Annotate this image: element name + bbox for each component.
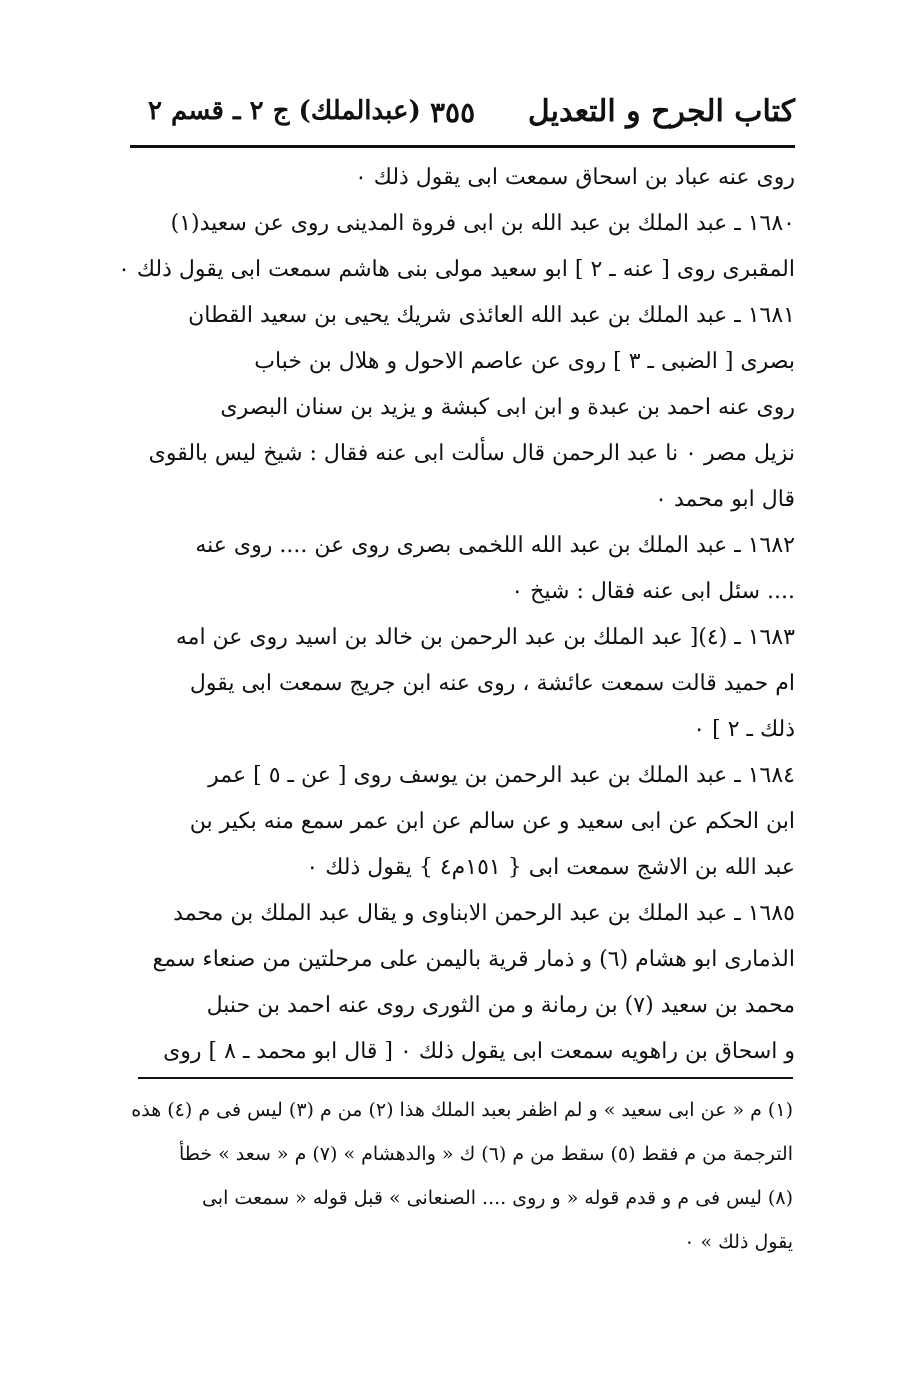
text-line: ابن الحكم عن ابى سعيد و عن سالم عن ابن عمر سمع منه بكير بن: [189, 809, 795, 834]
text-line: ذلك ـ ٢ ] ٠: [693, 717, 795, 742]
text-line: روى عنه عباد بن اسحاق سمعت ابى يقول ذلك ٠: [354, 165, 795, 190]
text-line: روى عنه احمد بن عبدة و ابن ابى كبشة و يزيد بن سنان البصرى: [220, 395, 795, 420]
text-line: المقبرى روى [ عنه ـ ٢ ] ابو سعيد مولى بنى هاشم سمعت ابى يقول ذلك ٠: [118, 257, 795, 282]
footnote-line: (٨) ليس فى م و قدم قوله « و روى .... الصنعانى » قبل قوله « سمعت ابى: [201, 1187, 793, 1209]
text-line: ١٦٨٥ ـ عبد الملك بن عبد الرحمن الابناوى و يقال عبد الملك بن محمد: [173, 901, 795, 926]
text-line: ام حميد قالت سمعت عائشة ، روى عنه ابن جريج سمعت ابى يقول: [189, 671, 795, 696]
page-header: [130, 82, 795, 142]
text-line: و اسحاق بن راهويه سمعت ابى يقول ذلك ٠ [ قال ابو محمد ـ ٨ ] روى: [163, 1039, 795, 1064]
text-line: ١٦٨٠ ـ عبد الملك بن عبد الله بن ابى فروة المدينى روى عن سعيد(١): [170, 211, 795, 236]
text-line: عبد الله بن الاشج سمعت ابى { ١٥١م٤ } يقول ذلك ٠: [306, 855, 795, 880]
text-line: ١٦٨٢ ـ عبد الملك بن عبد الله اللخمى بصرى روى عن .... روى عنه: [195, 533, 795, 558]
footnote-rule: [138, 1077, 793, 1079]
text-line: ١٦٨١ ـ عبد الملك بن عبد الله العائذى شريك يحيى بن سعيد القطان: [188, 303, 795, 328]
text-line: .... سئل ابى عنه فقال : شيخ ٠: [511, 579, 795, 604]
book-title: كتاب الجرح و التعديل: [527, 94, 795, 129]
header-rule: [130, 145, 795, 148]
text-line: الذمارى ابو هشام (٦) و ذمار قرية باليمن على مرحلتين من صنعاء سمع: [152, 947, 795, 972]
text-line: بصرى [ الضبى ـ ٣ ] روى عن عاصم الاحول و هلال بن خباب: [254, 349, 795, 374]
text-line: ١٦٨٤ ـ عبد الملك بن عبد الرحمن بن يوسف روى [ عن ـ ٥ ] عمر: [208, 763, 795, 788]
text-line: نزيل مصر ٠ نا عبد الرحمن قال سألت ابى عنه فقال : شيخ ليس بالقوى: [148, 441, 795, 466]
page-number: ٣٥٥: [430, 96, 476, 129]
section-label: (عبدالملك) ج ٢ ـ قسم ٢: [148, 96, 421, 126]
footnote-line: الترجمة من م فقط (٥) سقط من م (٦) ك « والدهشام » (٧) م « سعد » خطأ: [178, 1143, 793, 1165]
text-line: ١٦٨٣ ـ (٤)[ عبد الملك بن عبد الرحمن بن خالد بن اسيد روى عن امه: [175, 625, 795, 650]
text-line: قال ابو محمد ٠: [655, 487, 795, 512]
text-line: محمد بن سعيد (٧) بن رمانة و من الثورى روى عنه احمد بن حنبل: [206, 993, 795, 1018]
footnotes: [131, 1088, 793, 1264]
footnote-line: يقول ذلك » ٠: [684, 1231, 793, 1253]
main-text: [118, 155, 795, 1075]
footnote-line: (١) م « عن ابى سعيد » و لم اظفر بعبد الملك هذا (٢) من م (٣) ليس فى م (٤) هذه: [131, 1099, 793, 1121]
